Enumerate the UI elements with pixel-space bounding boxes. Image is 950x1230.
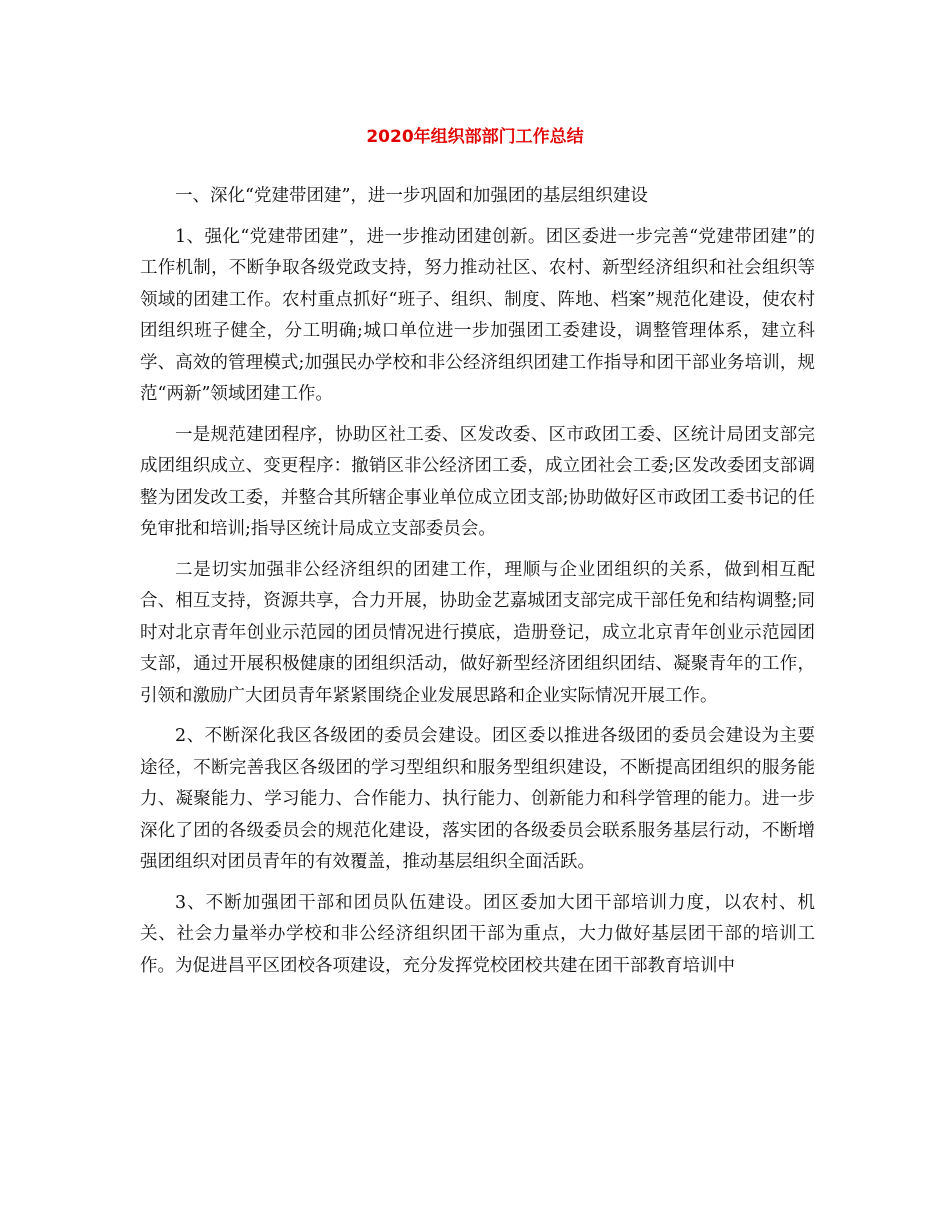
paragraph-party-led-league-building: 1、强化“党建带团建”，进一步推动团建创新。团区委进一步完善“党建带团建”的工作机制，不断争取各级党政支持，努力推动社区、农村、新型经济组织和社会组织等领域的团建工作。农村重点抓好“班子、组织、制度、阵地、档案”规范化建设，使农村团组织班子健全，分工明确;城口单位进一步加强团工委建设，调整管理体系，建立科学、高效的管理模式;加强民办学校和非公经济组织团建工作指导和团干部业务培训，规范“两新”领域团建工作。 [140, 226, 815, 404]
document-title: 2020年组织部部门工作总结 [366, 127, 584, 147]
document-body [140, 181, 815, 991]
paragraph-committee-building: 2、不断深化我区各级团的委员会建设。团区委以推进各级团的委员会建设为主要途径，不断完善我区各级团的学习型组织和服务型组织建设，不断提高团组织的服务能力、凝聚能力、学习能力、合作能力、执行能力、创新能力和科学管理的能力。进一步深化了团的各级委员会的规范化建设，落实团的各级委员会联系服务基层行动，不断增强团组织对团员青年的有效覆盖，推动基层组织全面活跃。 [140, 726, 815, 872]
paragraph-non-public-economy: 二是切实加强非公经济组织的团建工作，理顺与企业团组织的关系，做到相互配合、相互支持，资源共享，合力开展，协助金艺嘉城团支部完成干部任免和结构调整;同时对北京青年创业示范园的团员情况进行摸底，造册登记，成立北京青年创业示范园团支部，通过开展积极健康的团组织活动，做好新型经济团组织团结、凝聚青年的工作，引领和激励广大团员青年紧紧围绕企业发展思路和企业实际情况开展工作。 [140, 559, 815, 706]
paragraph-cadre-team-building: 3、不断加强团干部和团员队伍建设。团区委加大团干部培训力度，以农村、机关、社会力量举办学校和非公经济组织团干部为重点，大力做好基层团干部的培训工作。为促进昌平区团校各项建设，充分发挥党校团校共建在团干部教育培训中 [140, 892, 815, 976]
paragraph-standardize-procedures: 一是规范建团程序，协助区社工委、区发改委、区市政团工委、区统计局团支部完成团组织成立、变更程序：撤销区非公经济团工委，成立团社会工委;区发改委团支部调整为团发改工委，并整合其所辖企事业单位成立团支部;协助做好区市政团工委书记的任免审批和培训;指导区统计局成立支部委员会。 [140, 424, 815, 539]
heading-section-one: 一、深化“党建带团建”，进一步巩固和加强团的基层组织建设 [175, 186, 648, 206]
